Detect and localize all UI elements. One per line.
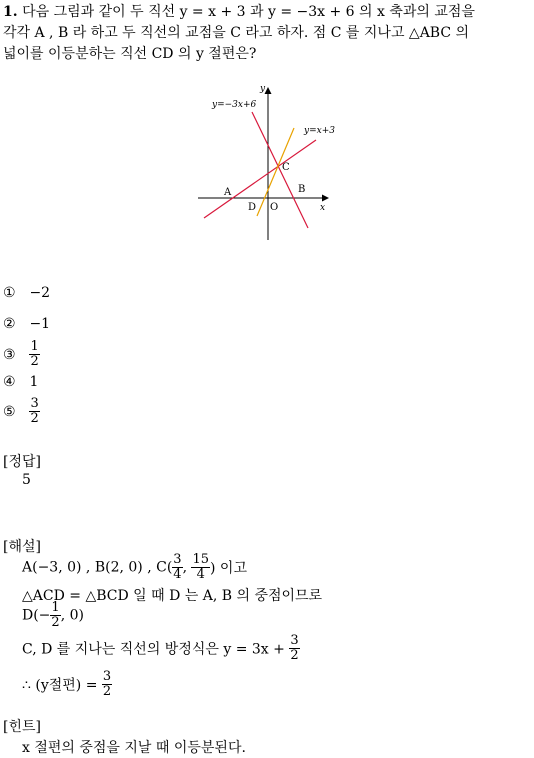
- question-text-2: 각각 A , B 라 하고 두 직선의 교점을 C 라고 하자. 점 C 를 지나고 △ABC 의: [3, 25, 470, 41]
- explanation-label: [해설]: [3, 539, 41, 555]
- explanation-line-5-start: ∴ (y절편) =: [22, 677, 98, 694]
- d-numerator: 1: [51, 600, 60, 615]
- hint-label: [힌트]: [3, 719, 41, 735]
- choice-1[interactable]: [3, 285, 50, 301]
- choice-2-mark: ②: [3, 316, 16, 332]
- explanation-line-4: [22, 634, 300, 663]
- explanation-line-4-start: C, D 를 지나는 직선의 방정식은 y = 3x +: [22, 641, 285, 658]
- choice-2[interactable]: [3, 316, 50, 332]
- choice-1-value: −2: [29, 285, 51, 301]
- question-line-1: [3, 2, 475, 22]
- line-4-denominator: 2: [290, 648, 299, 663]
- label-point-c: C: [282, 162, 290, 173]
- label-point-a: A: [224, 187, 232, 198]
- choice-3-mark: ③: [3, 346, 16, 363]
- explanation-line-4-fraction: [289, 634, 299, 663]
- choice-4-value: 1: [29, 374, 39, 390]
- choice-3-numerator: 1: [30, 339, 39, 354]
- choice-5-mark: ⑤: [3, 403, 16, 420]
- answer-label: [정답]: [3, 454, 41, 470]
- line-y-neg3x-plus-6: [252, 112, 308, 228]
- explanation-c-x-fraction: [172, 553, 182, 582]
- explanation-line-1-start: A(−3, 0) , B(2, 0) , C(: [22, 559, 173, 576]
- c-y-denominator: 4: [196, 567, 205, 582]
- explanation-d-fraction: [50, 601, 60, 630]
- answer-value: 5: [22, 472, 31, 488]
- explanation-line-3-start: D(−: [22, 607, 51, 624]
- choice-3-denominator: 2: [30, 354, 39, 369]
- label-axis-y: y: [260, 84, 266, 94]
- choice-5-denominator: 2: [30, 411, 39, 426]
- hint-text: x 절편의 중점을 지날 때 이등분된다.: [22, 740, 246, 756]
- coordinate-graph: [190, 80, 340, 250]
- choice-3[interactable]: [3, 340, 40, 369]
- explanation-c-y-fraction: [191, 553, 210, 582]
- choice-5-fraction: [29, 397, 39, 426]
- choice-4-mark: ④: [3, 374, 16, 390]
- explanation-line-3: [22, 601, 84, 630]
- explanation-line-1: [22, 553, 247, 582]
- label-point-b: B: [298, 184, 306, 195]
- line-4-numerator: 3: [290, 633, 299, 648]
- question-text-3: 넓이를 이등분하는 직선 CD 의 y 절편은?: [3, 46, 257, 62]
- label-point-d: D: [248, 202, 257, 213]
- choice-5[interactable]: [3, 397, 40, 426]
- explanation-line-1-comma: ,: [182, 559, 188, 576]
- explanation-line-5-fraction: [102, 670, 112, 699]
- explanation-line-1-end: ) 이고: [210, 560, 247, 577]
- choice-1-mark: ①: [3, 285, 16, 301]
- explanation-line-3-end: , 0): [60, 607, 84, 624]
- label-line-neg3x: y=−3x+6: [212, 100, 257, 110]
- question-number: 1.: [3, 4, 18, 20]
- choice-4[interactable]: [3, 374, 38, 390]
- label-line-x3: y=x+3: [304, 126, 335, 136]
- question-text-1: 다음 그림과 같이 두 직선 y = x + 3 과 y = −3x + 6 의 x 축과의 교점을: [22, 4, 475, 20]
- label-axis-x: x: [320, 203, 326, 213]
- explanation-line-2: △ACD = △BCD 일 때 D 는 A, B 의 중점이므로: [22, 588, 323, 604]
- choice-2-value: −1: [29, 316, 51, 332]
- label-origin: O: [270, 202, 279, 213]
- c-x-denominator: 4: [173, 567, 182, 582]
- explanation-line-5: [22, 670, 112, 699]
- choice-3-fraction: [29, 340, 39, 369]
- c-x-numerator: 3: [173, 552, 182, 567]
- line-y-x-plus-3: [204, 140, 316, 218]
- choice-5-numerator: 3: [30, 396, 39, 411]
- line-5-denominator: 2: [102, 684, 112, 699]
- d-denominator: 2: [51, 615, 60, 630]
- line-5-numerator: 3: [102, 669, 112, 684]
- c-y-numerator: 15: [192, 552, 210, 567]
